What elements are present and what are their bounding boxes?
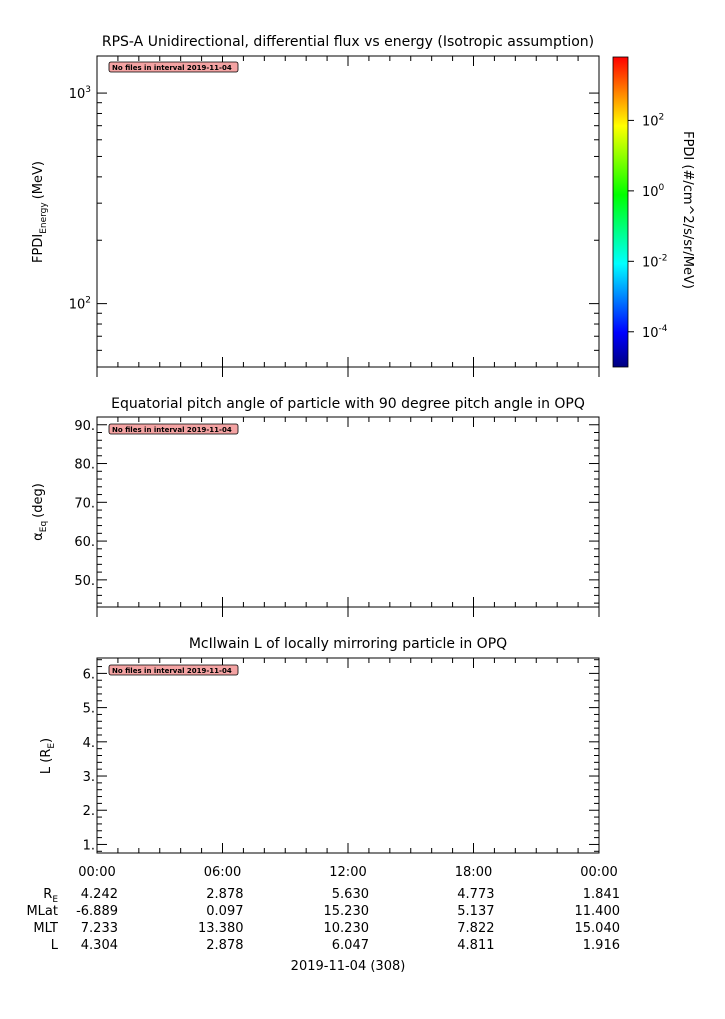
pitch-note xyxy=(109,424,238,434)
y-tick-label: $10^2$ xyxy=(68,295,91,313)
x-tick-label: 18:00 xyxy=(454,865,493,880)
y-tick-label: 2. xyxy=(82,804,95,820)
y-tick-label: 6. xyxy=(82,667,95,683)
lshell-y-label: L $(R_E)$ xyxy=(39,737,57,775)
ephemeris-value: 11.400 xyxy=(574,904,620,919)
lshell-note-text: No files in interval 2019-11-04 xyxy=(112,667,232,675)
colorbar xyxy=(613,57,695,367)
flux-x-axis xyxy=(97,56,599,377)
ephemeris-value: 2.878 xyxy=(206,887,244,902)
pitch-x-axis xyxy=(97,417,599,617)
ephemeris-value: 1.841 xyxy=(582,887,620,902)
ephemeris-value: 5.630 xyxy=(331,887,369,902)
pitch-y-axis xyxy=(74,417,599,603)
colorbar-tick-label: $10^{-4}$ xyxy=(642,323,668,341)
y-tick-label: 80. xyxy=(74,457,95,473)
ephemeris-value: 15.040 xyxy=(574,921,620,936)
ephemeris-value: 4.242 xyxy=(80,887,118,902)
y-tick-label: 70. xyxy=(74,496,95,512)
pitch-y-label: $\alpha_{Eq}(deg)$ xyxy=(31,483,49,541)
ephemeris-value: 4.811 xyxy=(457,938,495,953)
pitch-panel-title: Equatorial pitch angle of particle with 90 degree pitch angle in OPQ xyxy=(111,396,585,412)
x-tick-label: 00:00 xyxy=(78,865,116,880)
flux-panel-title: RPS-A Unidirectional, differential flux vs energy (Isotropic assumption) xyxy=(101,34,595,50)
colorbar-tick-label: $10^2$ xyxy=(642,112,665,130)
ephemeris-value: 6.047 xyxy=(331,938,369,953)
y-tick-label: $10^3$ xyxy=(68,85,91,103)
colorbar-tick-label: $10^0$ xyxy=(642,182,665,200)
ephemeris-value: 7.233 xyxy=(80,921,118,936)
ephemeris-table xyxy=(26,887,620,953)
flux-plot-frame xyxy=(97,56,599,367)
colorbar-tick-label: $10^{-2}$ xyxy=(642,253,668,271)
panel-mcilwain-l xyxy=(39,636,599,853)
lshell-x-axis xyxy=(97,658,599,853)
x-tick-label: 00:00 xyxy=(580,865,618,880)
ephemeris-value: 13.380 xyxy=(198,921,244,936)
y-tick-label: 90. xyxy=(74,418,95,434)
flux-y-axis xyxy=(69,85,599,367)
ephemeris-value: 4.773 xyxy=(457,887,495,902)
lshell-note xyxy=(109,665,238,675)
date-label: 2019-11-04 (308) xyxy=(290,959,406,974)
panel-pitch-angle xyxy=(31,396,599,617)
colorbar-ticks xyxy=(628,112,668,340)
x-tick-label: 12:00 xyxy=(329,865,367,880)
ephemeris-value: 15.230 xyxy=(323,904,369,919)
lshell-panel-title: McIlwain L of locally mirroring particle in OPQ xyxy=(188,636,508,652)
ephemeris-value: 10.230 xyxy=(323,921,369,936)
flux-y-label: $FPDI_{Energy}(MeV)$ xyxy=(31,161,49,263)
y-tick-label: 1. xyxy=(82,838,95,854)
lshell-plot-frame xyxy=(97,658,599,853)
lshell-y-axis xyxy=(83,660,599,854)
pitch-note-text: No files in interval 2019-11-04 xyxy=(112,426,232,434)
ephemeris-value: 7.822 xyxy=(457,921,495,936)
y-tick-label: 3. xyxy=(82,770,95,786)
y-tick-label: 4. xyxy=(82,735,95,751)
flux-note xyxy=(109,62,238,72)
ephemeris-value: 4.304 xyxy=(80,938,118,953)
ephemeris-value: 0.097 xyxy=(206,904,244,919)
flux-note-text: No files in interval 2019-11-04 xyxy=(112,64,232,72)
ephemeris-row-label: $R_E$ xyxy=(43,887,58,905)
ephemeris-value: 5.137 xyxy=(457,904,495,919)
pitch-plot-frame xyxy=(97,417,599,607)
colorbar-scale xyxy=(613,57,628,367)
ephemeris-row-label: MLT xyxy=(33,921,58,936)
panel-flux xyxy=(31,34,599,377)
y-tick-label: 60. xyxy=(74,535,95,551)
ephemeris-value: 2.878 xyxy=(206,938,244,953)
x-tick-label: 06:00 xyxy=(203,865,242,880)
ephemeris-value: 1.916 xyxy=(582,938,620,953)
ephemeris-value: -6.889 xyxy=(76,904,118,919)
colorbar-label: FPDI (#/cm^2/s/sr/MeV) xyxy=(680,131,695,289)
ephemeris-row-label: MLat xyxy=(26,904,58,919)
time-axis-labels xyxy=(78,865,617,880)
y-tick-label: 5. xyxy=(82,701,95,717)
y-tick-label: 50. xyxy=(74,573,95,589)
ephemeris-row-label: L xyxy=(50,938,58,953)
